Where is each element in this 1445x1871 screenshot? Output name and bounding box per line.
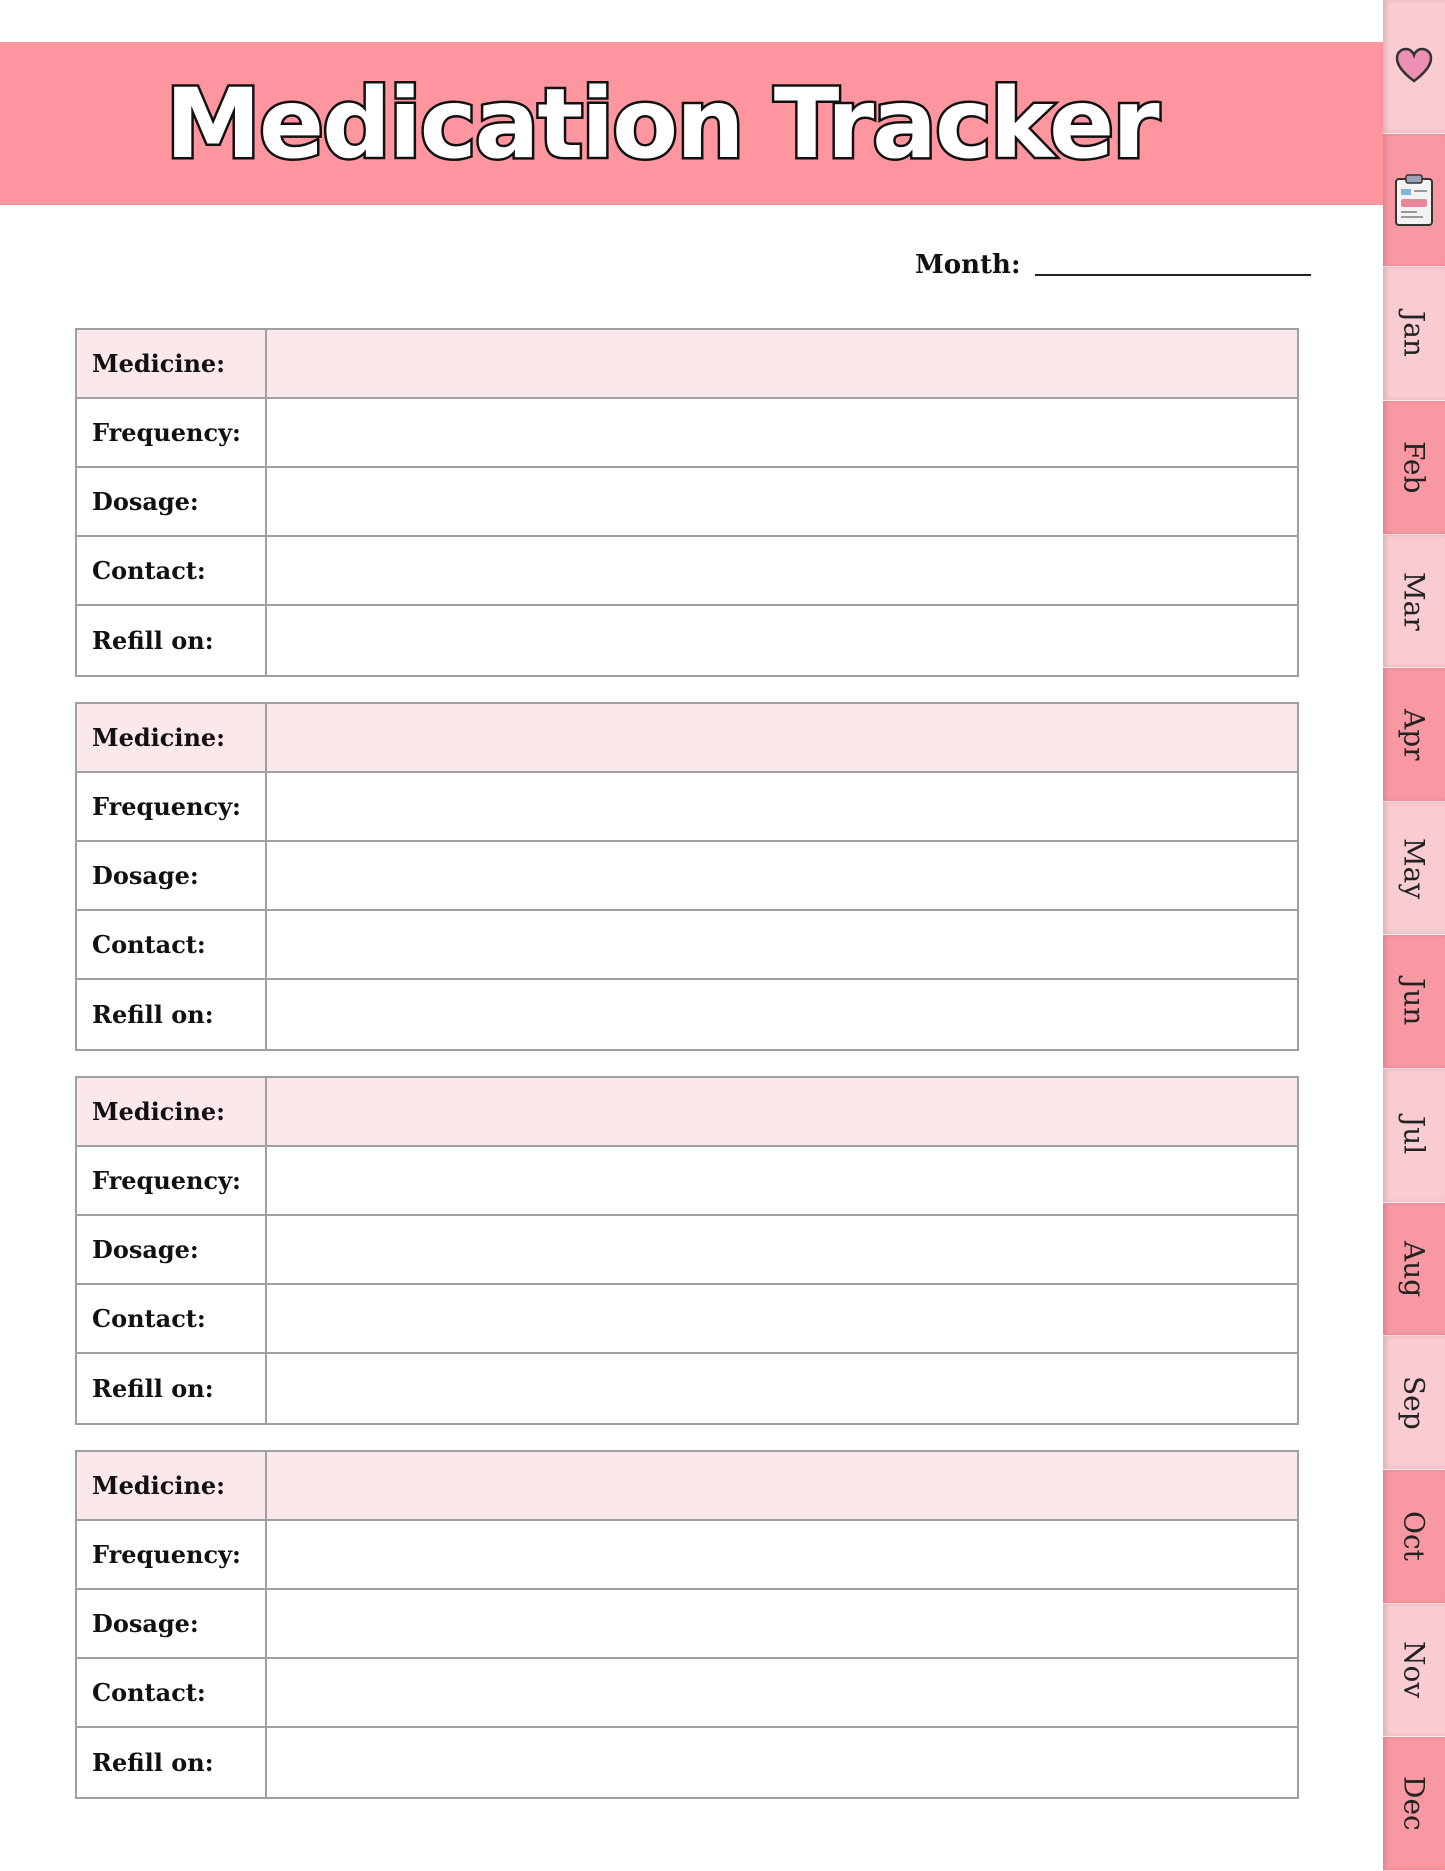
medicine-row [77, 1452, 1297, 1521]
frequency-row [77, 1147, 1297, 1216]
frequency-input[interactable] [267, 773, 1297, 840]
row-label: Contact: [77, 537, 267, 604]
refill-input[interactable] [267, 1728, 1297, 1797]
tab-apr[interactable] [1383, 668, 1445, 802]
tab-mar[interactable] [1383, 535, 1445, 669]
tab-label: Mar [1397, 571, 1431, 631]
dosage-row [77, 842, 1297, 911]
medicine-row [77, 1078, 1297, 1147]
tab-heart[interactable] [1383, 0, 1445, 134]
frequency-row [77, 1521, 1297, 1590]
tab-oct[interactable] [1383, 1470, 1445, 1604]
dosage-input[interactable] [267, 468, 1297, 535]
row-label: Refill on: [77, 1354, 267, 1423]
refill-row [77, 1354, 1297, 1423]
frequency-input[interactable] [267, 1521, 1297, 1588]
row-label: Medicine: [77, 704, 267, 771]
refill-input[interactable] [267, 606, 1297, 675]
medication-block-1 [75, 328, 1299, 677]
tab-label: Nov [1397, 1641, 1431, 1699]
dosage-row [77, 1216, 1297, 1285]
medicine-input[interactable] [267, 1078, 1297, 1145]
refill-row [77, 606, 1297, 675]
contact-row [77, 1285, 1297, 1354]
tab-label: Apr [1397, 708, 1431, 761]
medicine-input[interactable] [267, 1452, 1297, 1519]
contact-row [77, 911, 1297, 980]
row-label: Medicine: [77, 1078, 267, 1145]
medicine-row [77, 704, 1297, 773]
dosage-row [77, 468, 1297, 537]
frequency-row [77, 399, 1297, 468]
page-title: Medication Tracker [165, 67, 1158, 180]
contact-input[interactable] [267, 1285, 1297, 1352]
refill-input[interactable] [267, 1354, 1297, 1423]
tab-aug[interactable] [1383, 1203, 1445, 1337]
side-tab-strip [1383, 0, 1445, 1871]
tab-label: Sep [1397, 1375, 1431, 1430]
row-label: Dosage: [77, 842, 267, 909]
tab-may[interactable] [1383, 802, 1445, 936]
row-label: Contact: [77, 1285, 267, 1352]
tab-label: May [1397, 837, 1431, 899]
tab-label: Jul [1397, 1116, 1431, 1155]
tab-label: Feb [1397, 441, 1431, 494]
month-input-line[interactable] [1035, 274, 1311, 276]
tab-dec[interactable] [1383, 1737, 1445, 1871]
row-label: Frequency: [77, 399, 267, 466]
tab-label: Jan [1397, 310, 1431, 357]
contact-input[interactable] [267, 1659, 1297, 1726]
tab-label: Aug [1397, 1240, 1431, 1298]
row-label: Refill on: [77, 606, 267, 675]
tab-label: Dec [1397, 1776, 1431, 1831]
tab-clipboard[interactable] [1383, 134, 1445, 268]
dosage-input[interactable] [267, 1590, 1297, 1657]
tab-nov[interactable] [1383, 1604, 1445, 1738]
contact-input[interactable] [267, 911, 1297, 978]
row-label: Dosage: [77, 1590, 267, 1657]
clipboard-icon [1393, 173, 1435, 227]
row-label: Frequency: [77, 773, 267, 840]
tab-sep[interactable] [1383, 1336, 1445, 1470]
tab-label: Jun [1397, 978, 1431, 1026]
dosage-input[interactable] [267, 1216, 1297, 1283]
frequency-input[interactable] [267, 399, 1297, 466]
medication-block-4 [75, 1450, 1299, 1799]
medicine-input[interactable] [267, 704, 1297, 771]
contact-row [77, 537, 1297, 606]
row-label: Contact: [77, 1659, 267, 1726]
tab-jun[interactable] [1383, 935, 1445, 1069]
tab-jul[interactable] [1383, 1069, 1445, 1203]
dosage-row [77, 1590, 1297, 1659]
row-label: Dosage: [77, 1216, 267, 1283]
row-label: Medicine: [77, 1452, 267, 1519]
refill-row [77, 1728, 1297, 1797]
contact-input[interactable] [267, 537, 1297, 604]
tab-label: Oct [1397, 1511, 1431, 1562]
medicine-row [77, 330, 1297, 399]
heart-icon [1394, 46, 1434, 86]
contact-row [77, 1659, 1297, 1728]
medicine-input[interactable] [267, 330, 1297, 397]
month-label: Month: [915, 250, 1021, 280]
refill-input[interactable] [267, 980, 1297, 1049]
title-banner [0, 42, 1383, 205]
row-label: Frequency: [77, 1147, 267, 1214]
dosage-input[interactable] [267, 842, 1297, 909]
frequency-row [77, 773, 1297, 842]
tab-feb[interactable] [1383, 401, 1445, 535]
row-label: Dosage: [77, 468, 267, 535]
month-field [915, 250, 1311, 280]
frequency-input[interactable] [267, 1147, 1297, 1214]
row-label: Frequency: [77, 1521, 267, 1588]
refill-row [77, 980, 1297, 1049]
row-label: Refill on: [77, 1728, 267, 1797]
row-label: Refill on: [77, 980, 267, 1049]
medication-block-2 [75, 702, 1299, 1051]
medication-block-3 [75, 1076, 1299, 1425]
row-label: Medicine: [77, 330, 267, 397]
row-label: Contact: [77, 911, 267, 978]
tab-jan[interactable] [1383, 267, 1445, 401]
